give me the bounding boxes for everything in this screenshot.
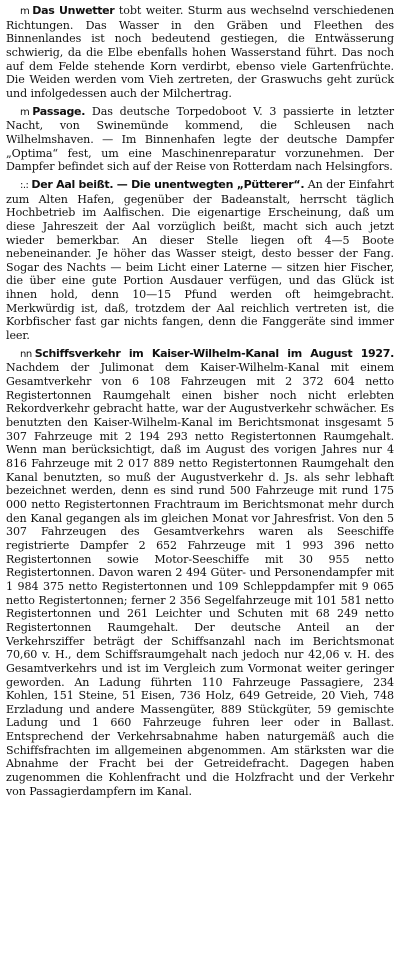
article-headline: Das Unwetter xyxy=(32,4,115,17)
article-body: Das deutsche Torpedoboot V. 3 passierte in letzter Nacht, von Swinemünde kommend, die Schleusen nach Wilhelmshaven. — Im Binnenhafen legte der deutsche Dampfer „Optima“ fest, um eine Maschinenreparatur vorzunehmen. Der Dampfer befindet sich auf der Reise von Rotterdam nach Helsingfors. xyxy=(6,104,394,174)
article-marker: m xyxy=(20,106,30,118)
article-eel-fishing xyxy=(6,178,394,343)
article-body: tobt weiter. Sturm aus wechselnd verschiedenen Richtungen. Das Wasser in den Gräben und Fleethen des Binnenlandes ist noch bedeutend gestiegen, die Entwässerung schwierig, da die Elbe ebenfalls hohen Wasserstand führt. Das noch auf dem Felde stehende Korn verdirbt, ebenso viele Gartenfrüchte. Die Weiden werden vom Vieh zertreten, der Graswuchs geht zurück und infolgedessen auch der Milchertrag. xyxy=(6,4,394,100)
article-canal-traffic xyxy=(6,347,394,799)
article-headline: Schiffsverkehr im Kaiser-Wilhelm-Kanal im August 1927. xyxy=(34,346,394,360)
article-body: Nachdem der Julimonat dem Kaiser-Wilhelm-Kanal mit einem Gesamtverkehr von 6 108 Fahrzeugen mit 2 372 604 netto Registertonnen Raumgehalt einen bisher noch nicht erlebten Rekordverkehr gebracht hatte, war der Augustverkehr schwächer. Es benutzten den Kaiser-Wilhelm-Kanal im Berichtsmonat insgesamt 5 307 Fahrzeuge mit 2 194 293 netto Registertonnen Raumgehalt. Wenn man berücksichtigt, daß im August des vorigen Jahres nur 4 816 Fahrzeuge mit 2 017 889 netto Registertonnen Raumgehalt den Kanal benutzten, so muß der Augustverkehr d. Js. als sehr lebhaft bezeichnet werden, denn es sind rund 500 Fahrzeuge mit rund 175 000 netto Registertonnen Frachtraum im Berichtsmonat mehr durch den Kanal gegangen als im gleichen Monat vor Jahresfrist. Von den 5 307 Fahrzeugen des Gesamtverkehrs waren als Seeschiffe registrierte Dampfer 2 652 Fahrzeuge mit 1 993 396 netto Registertonnen sowie Motor-Seeschiffe mit 30 955 netto Registertonnen. Davon waren 2 494 Güter- und Personendampfer mit 1 984 375 netto Registertonnen und 109 Schleppdampfer mit 9 065 netto Registertonnen; ferner 2 356 Segelfahrzeuge mit 101 581 netto Registertonnen und 261 Leichter und Schuten mit 68 249 netto Registertonnen Raumgehalt. Der deutsche Anteil an der Verkehrsziffer beträgt der Schiffsanzahl nach im Berichtsmonat 70,60 v. H., dem Schiffsraumgehalt nach jedoch nur 42,06 v. H. des Gesamtverkehrs und ist im Vergleich zum Vormonat weiter geringer geworden. An Ladung führten 110 Fahrzeuge Passagiere, 234 Kohlen, 151 Steine, 51 Eisen, 736 Holz, 649 Getreide, 20 Vieh, 748 Erzladung und andere Massengüter, 889 Stückgüter, 59 gemischte Ladung und 1 660 Fahrzeuge fuhren leer oder in Ballast. Entsprechend der Verkehrsabnahme haben naturgemäß auch die Schiffsfrachten im allgemeinen abgenommen. Am stärksten war die Abnahme der Fracht bei der Getreidefracht. Dagegen haben zugenommen die Kohlenfracht und die Holzfracht und der Verkehr von Passagierdampfern im Kanal. xyxy=(6,361,394,798)
article-storm xyxy=(6,4,394,101)
article-headline: Passage. xyxy=(32,104,86,118)
article-body: An der Einfahrt zum Alten Hafen, gegenüber der Badeanstalt, herrscht täglich Hochbetrieb im Aalfischen. Die eigenartige Erscheinung, daß um diese Jahreszeit der Aal vorzüglich beißt, macht sich auch jetzt wieder bemerkbar. An dieser Stelle liegen oft 4—5 Boote nebeneinander. Je höher das Wasser steigt, desto besser der Fang. Sogar des Nachts — beim Licht einer Laterne — sitzen hier Fischer, die über eine gute Portion Ausdauer verfügen, und das Glück ist ihnen hold, denn 10—15 Pfund werden oft heimgebracht. Merkwürdig ist, daß, trotzdem der Aal reichlich vertreten ist, die Korbfischer fast gar nichts fangen, denn die Fanggeräte sind immer leer. xyxy=(6,177,394,343)
article-headline: Der Aal beißt. — Die unentwegten „Pütterer“. xyxy=(31,177,305,191)
article-marker: m xyxy=(20,6,30,17)
article-marker: nn xyxy=(20,348,32,360)
article-marker: :.: xyxy=(20,179,29,191)
article-passage xyxy=(6,105,394,174)
